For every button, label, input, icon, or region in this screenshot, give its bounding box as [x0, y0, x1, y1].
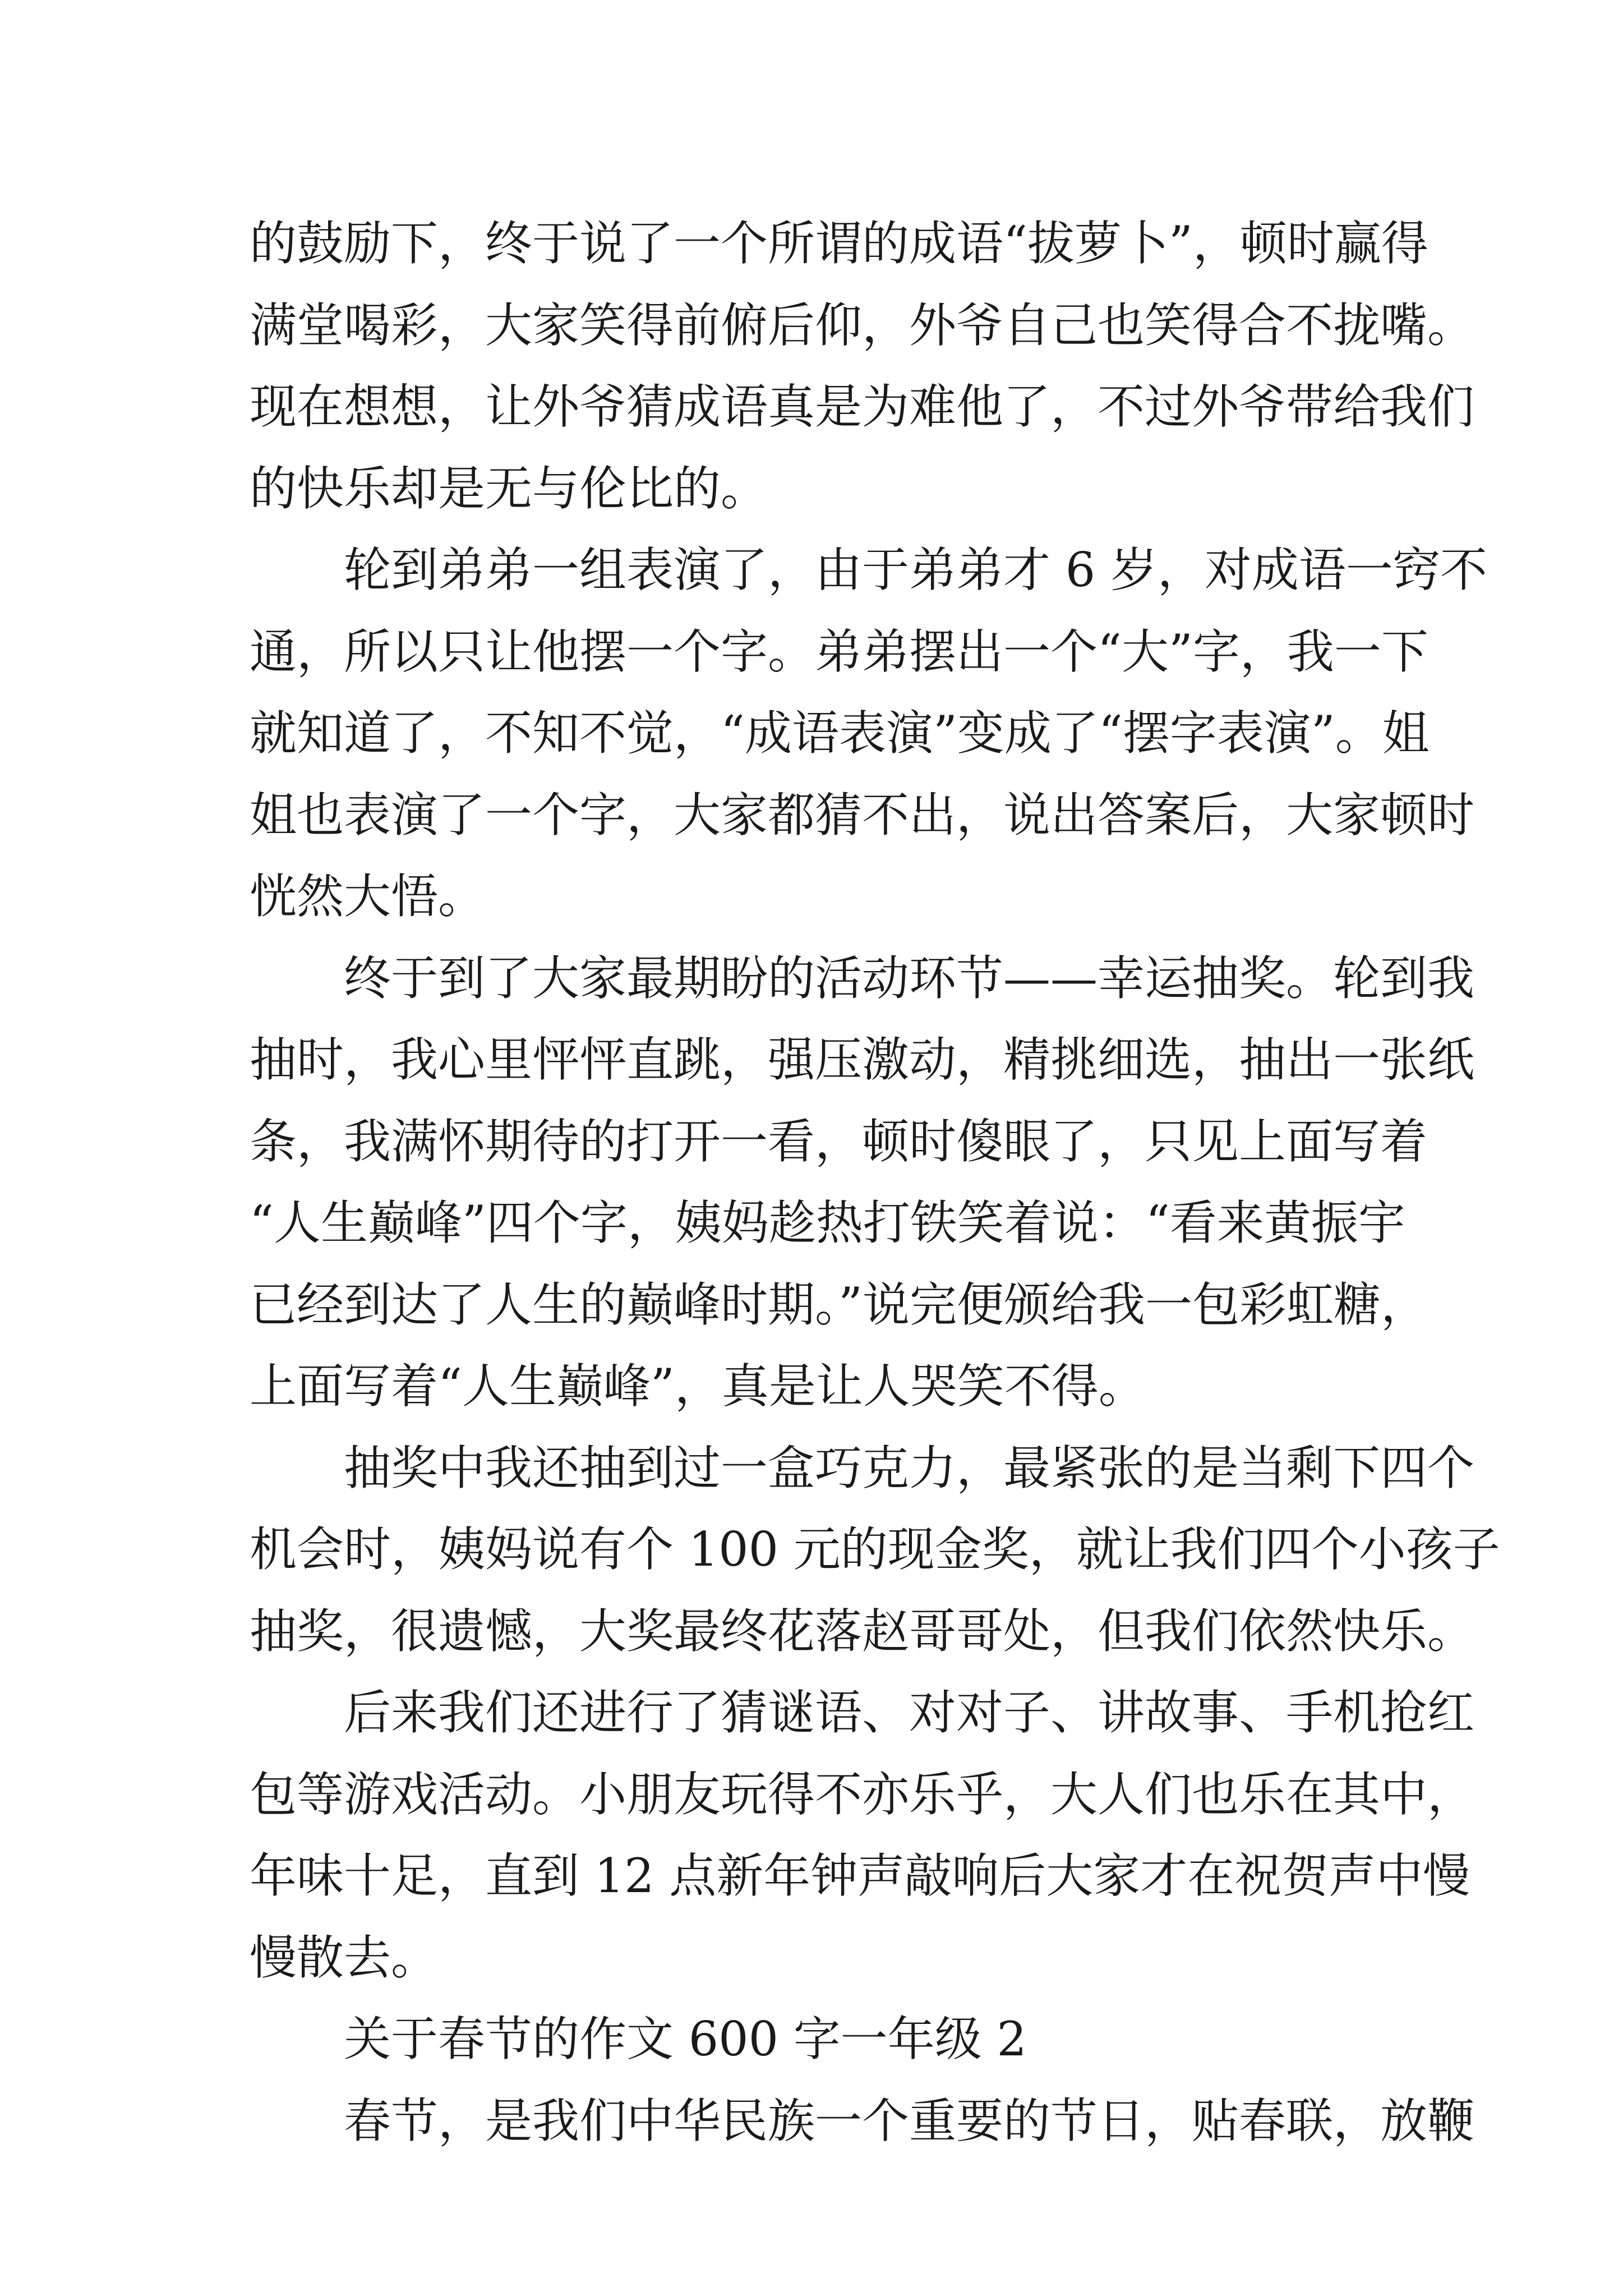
text-line: 包等游戏活动。小朋友玩得不亦乐乎，大人们也乐在其中， [250, 1766, 1475, 1822]
text-line: 的鼓励下，终于说了一个所谓的成语“拔萝卜”，顿时赢得 [250, 216, 1428, 271]
text-line: 满堂喝彩，大家笑得前俯后仰，外爷自己也笑得合不拢嘴。 [250, 297, 1475, 353]
text-line: “人生巅峰”四个字，姨妈趁热打铁笑着说：“看来黄振宇 [250, 1195, 1405, 1250]
text-line: 恍然大悟。 [250, 869, 486, 924]
text-line: 机会时，姨妈说有个 100 元的现金奖，就让我们四个小孩子 [250, 1522, 1500, 1577]
text-line: 抽时，我心里怦怦直跳，强压激动，精挑细选，抽出一张纸 [250, 1032, 1475, 1087]
paragraph-first-line: 后来我们还进行了猜谜语、对对子、讲故事、手机抢红 [344, 1685, 1475, 1740]
text-line: 慢散去。 [250, 1930, 439, 1985]
text-line: 的快乐却是无与伦比的。 [250, 461, 768, 516]
paragraph-first-line: 春节，是我们中华民族一个重要的节日，贴春联，放鞭 [344, 2093, 1475, 2148]
text-line: 姐也表演了一个字，大家都猜不出，说出答案后，大家顿时 [250, 787, 1475, 843]
text-line: 就知道了，不知不觉，“成语表演”变成了“摆字表演”。姐 [250, 706, 1430, 761]
paragraph-first-line: 轮到弟弟一组表演了，由于弟弟才 6 岁，对成语一窍不 [344, 542, 1487, 597]
text-line: 年味十足，直到 12 点新年钟声敲响后大家才在祝贺声中慢 [250, 1848, 1470, 1903]
paragraph-first-line: 抽奖中我还抽到过一盒巧克力，最紧张的是当剩下四个 [344, 1440, 1475, 1496]
text-line: 抽奖，很遗憾，大奖最终花落赵哥哥处，但我们依然快乐。 [250, 1603, 1475, 1659]
body-text [250, 203, 1500, 2162]
paragraph-first-line: 终于到了大家最期盼的活动环节——幸运抽奖。轮到我 [344, 950, 1475, 1006]
text-line: 条，我满怀期待的打开一看，顿时傻眼了，只见上面写着 [250, 1114, 1428, 1169]
section-heading: 关于春节的作文 600 字一年级 2 [344, 2012, 1027, 2067]
text-line: 通，所以只让他摆一个字。弟弟摆出一个“大”字，我一下 [250, 624, 1428, 679]
text-line: 现在想想，让外爷猜成语真是为难他了，不过外爷带给我们 [250, 379, 1475, 434]
text-line: 已经到达了人生的巅峰时期。”说完便颁给我一包彩虹糖， [250, 1277, 1428, 1332]
text-line: 上面写着“人生巅峰”，真是让人哭笑不得。 [250, 1359, 1146, 1414]
